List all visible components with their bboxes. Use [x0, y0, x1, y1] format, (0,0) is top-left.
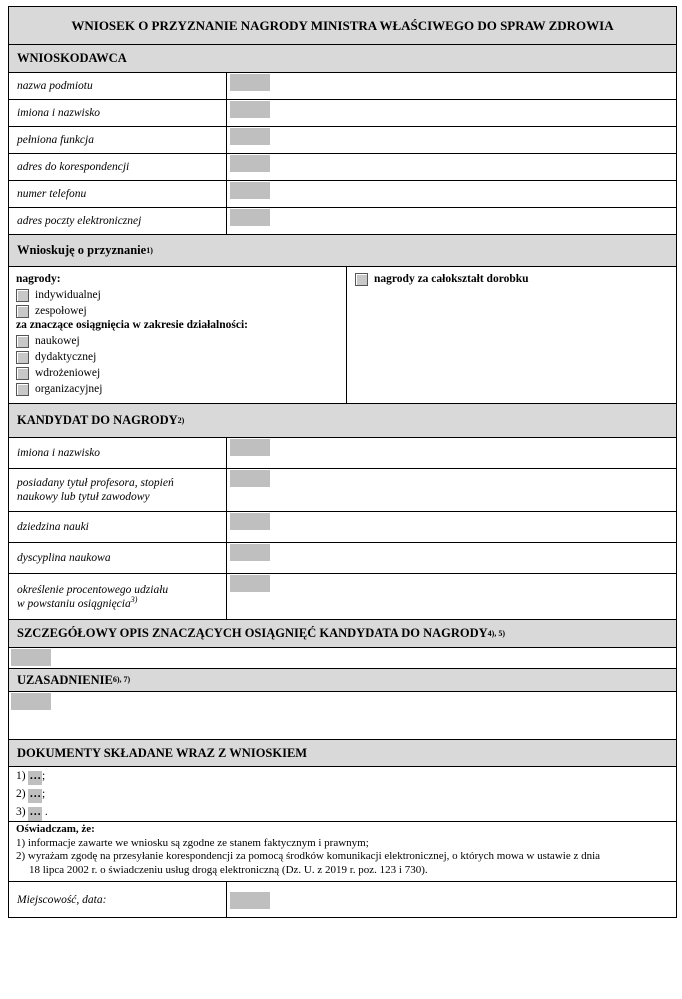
- candidate-field-row: [8, 512, 677, 543]
- field-label: numer telefonu: [9, 181, 227, 207]
- declaration-item: 1) informacje zawarte we wniosku są zgodne ze stanem faktycznym i prawnym;: [16, 836, 369, 849]
- applicant-address-row: [8, 154, 677, 181]
- form-title: WNIOSEK O PRZYZNANIE NAGRODY MINISTRA WŁAŚCIWEGO DO SPRAW ZDROWIA: [8, 6, 677, 45]
- candidate-name-row: [8, 438, 677, 469]
- description-row: [8, 648, 677, 669]
- field-label: dyscyplina naukowa: [9, 543, 227, 573]
- award-type-row: [8, 267, 677, 404]
- document-input[interactable]: …: [28, 789, 42, 803]
- candidate-title-input[interactable]: [230, 470, 270, 487]
- entity-name-input[interactable]: [230, 74, 270, 91]
- documents-section-heading: DOKUMENTY SKŁADANE WRAZ Z WNIOSKIEM: [8, 740, 677, 767]
- checkbox[interactable]: [16, 351, 29, 364]
- option-individual[interactable]: indywidualnej: [16, 287, 346, 303]
- place-date-row: [8, 882, 677, 918]
- applicant-entity-name-row: [8, 73, 677, 100]
- position-input[interactable]: [230, 128, 270, 145]
- document-item: 1) …;: [16, 770, 676, 788]
- description-input[interactable]: [11, 649, 51, 666]
- applicant-position-row: [8, 127, 677, 154]
- field-label: określenie procentowego udziału w powstaniu osiągnięcia$^{3)}$: [9, 574, 227, 619]
- request-section-heading: Wnioskuję o przyznanie 1): [8, 235, 677, 267]
- checkbox[interactable]: [16, 367, 29, 380]
- field-label: adres poczty elektronicznej: [9, 208, 227, 234]
- declaration-heading: Oświadczam, że:: [16, 823, 95, 835]
- document-item: 3) … .: [16, 806, 676, 824]
- documents-list: [8, 767, 677, 822]
- checkbox[interactable]: [16, 289, 29, 302]
- option-lifetime-achievement[interactable]: nagrody za całokształt dorobku: [355, 271, 529, 287]
- declaration: [8, 822, 677, 882]
- application-form: [8, 6, 677, 918]
- field-label: Miejscowość, data:: [9, 882, 227, 917]
- checkbox[interactable]: [16, 305, 29, 318]
- place-date-input[interactable]: [230, 892, 270, 909]
- candidate-share-row: [8, 574, 677, 620]
- applicant-full-name-input[interactable]: [230, 101, 270, 118]
- option-organizational[interactable]: organizacyjnej: [16, 381, 346, 397]
- award-type-left-column: [9, 267, 347, 403]
- field-label: pełniona funkcja: [9, 127, 227, 153]
- field-label: nazwa podmiotu: [9, 73, 227, 99]
- justification-section-heading: UZASADNIENIE 6), 7): [8, 669, 677, 692]
- description-section-heading: SZCZEGÓŁOWY OPIS ZNACZĄCYCH OSIĄGNIĘĆ KANDYDATA DO NAGRODY 4), 5): [8, 620, 677, 648]
- declaration-item: 2) wyrażam zgodę na przesyłanie korespondencji za pomocą środków komunikacji elektronicznej, o których mowa w ustawie z dnia: [16, 850, 601, 862]
- science-field-input[interactable]: [230, 513, 270, 530]
- option-team[interactable]: zespołowej: [16, 303, 346, 319]
- applicant-phone-row: [8, 181, 677, 208]
- discipline-input[interactable]: [230, 544, 270, 561]
- option-didactic[interactable]: dydaktycznej: [16, 349, 346, 365]
- option-scientific[interactable]: naukowej: [16, 333, 346, 349]
- candidate-name-input[interactable]: [230, 439, 270, 456]
- applicant-full-name-row: [8, 100, 677, 127]
- share-input[interactable]: [230, 575, 270, 592]
- awards-label: nagrody:: [16, 273, 61, 285]
- justification-row: [8, 692, 677, 740]
- achievements-label: za znaczące osiągnięcia w zakresie działalności:: [16, 319, 248, 331]
- applicant-email-row: [8, 208, 677, 235]
- candidate-section-heading: KANDYDAT DO NAGRODY 2): [8, 404, 677, 438]
- field-label: imiona i nazwisko: [9, 100, 227, 126]
- checkbox[interactable]: [16, 335, 29, 348]
- email-input[interactable]: [230, 209, 270, 226]
- field-label: imiona i nazwisko: [9, 438, 227, 468]
- field-label: posiadany tytuł profesora, stopień naukowy lub tytuł zawodowy: [9, 469, 227, 511]
- document-input[interactable]: …: [28, 807, 42, 821]
- field-label: dziedzina nauki: [9, 512, 227, 542]
- checkbox[interactable]: [16, 383, 29, 396]
- field-label: adres do korespondencji: [9, 154, 227, 180]
- checkbox[interactable]: [355, 273, 368, 286]
- declaration-item-continuation: 18 lipca 2002 r. o świadczeniu usług drogą elektroniczną (Dz. U. z 2019 r. poz. 123 i 730).: [29, 863, 428, 876]
- document-item: 2) …;: [16, 788, 676, 806]
- document-input[interactable]: …: [28, 771, 42, 785]
- candidate-title-row: [8, 469, 677, 512]
- candidate-discipline-row: [8, 543, 677, 574]
- applicant-section-heading: WNIOSKODAWCA: [8, 45, 677, 73]
- phone-input[interactable]: [230, 182, 270, 199]
- option-implementation[interactable]: wdrożeniowej: [16, 365, 346, 381]
- justification-input[interactable]: [11, 693, 51, 710]
- address-input[interactable]: [230, 155, 270, 172]
